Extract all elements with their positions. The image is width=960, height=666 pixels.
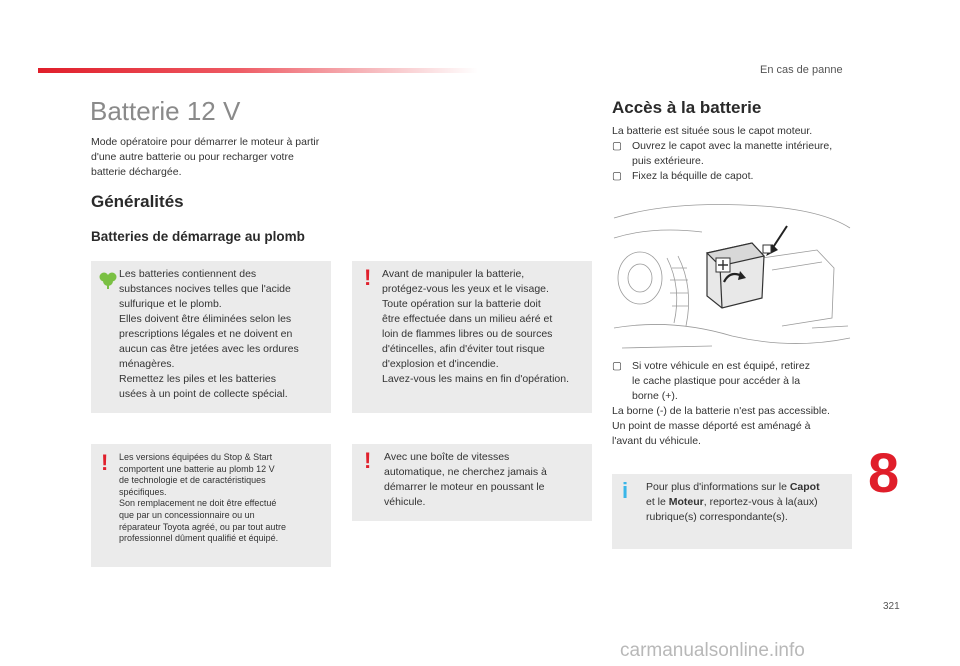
info-text <box>646 480 820 525</box>
text-line: usées à un point de collecte spécial. <box>119 388 288 400</box>
acces-notes <box>612 404 830 449</box>
section-label: En cas de panne <box>760 64 843 76</box>
text-line: Remettez les piles et les batteries <box>119 373 276 385</box>
text-line: prescriptions légales et ne doivent en <box>119 328 293 340</box>
text-line: Son remplacement ne doit être effectué <box>119 498 277 509</box>
text-line: Les versions équipées du Stop & Start <box>119 452 273 462</box>
text-line: d'étincelles, afin d'éviter tout risque <box>382 343 545 355</box>
chapter-number: 8 <box>868 441 900 504</box>
text-line: aucun cas être jetées avec les ordures <box>119 343 299 355</box>
text-line: ménagères. <box>119 358 175 370</box>
top-accent-bar <box>38 68 478 73</box>
handling-warning-text <box>382 267 569 387</box>
bullet-icon: ▢ <box>612 360 622 372</box>
text-line: être effectuée dans un milieu aéré et <box>382 313 553 325</box>
leaf-icon <box>99 271 117 289</box>
text-line: substances nocives telles que l'acide <box>119 283 291 295</box>
capot-keyword: Capot <box>789 481 820 493</box>
text-line: puis extérieure. <box>632 155 704 167</box>
text-line: borne (+). <box>632 390 678 402</box>
text-line: protégez-vous les yeux et le visage. <box>382 283 549 295</box>
acces-step-3 <box>612 359 810 404</box>
text-line: La borne (-) de la batterie n'est pas accessible. <box>612 405 830 417</box>
handling-warning-box <box>352 261 592 413</box>
text-line: Un point de masse déporté est aménagé à <box>612 420 811 432</box>
bullet-icon: ▢ <box>612 170 622 182</box>
warning-icon: ! <box>364 265 372 290</box>
info-box <box>612 474 852 549</box>
text-line: Avant de manipuler la batterie, <box>382 268 525 280</box>
warning-icon: ! <box>101 450 109 475</box>
stopstart-warning-box <box>91 444 331 567</box>
text-line: comportent une batterie au plomb 12 V <box>119 463 275 474</box>
text-line: que par un concessionnaire ou un <box>119 509 255 520</box>
text-line: Toute opération sur la batterie doit <box>382 298 541 310</box>
environment-box <box>91 261 331 413</box>
text-line: réparateur Toyota agréé, ou par tout autre <box>119 521 286 532</box>
acces-step-2 <box>612 169 753 184</box>
generalites-heading: Généralités <box>91 192 184 211</box>
text-line: Lavez-vous les mains en fin d'opération. <box>382 373 570 385</box>
text-line: , reportez-vous à la(aux) <box>703 496 818 508</box>
text-line: spécifiques. <box>119 486 167 497</box>
text-line: Pour plus d'informations sur le <box>646 481 790 493</box>
watermark: carmanualsonline.info <box>620 640 805 661</box>
page-number: 321 <box>883 601 900 612</box>
environment-text <box>119 267 299 402</box>
text-line: d'explosion et d'incendie. <box>382 358 499 370</box>
acces-heading: Accès à la batterie <box>612 98 762 117</box>
text-line: Les batteries contiennent des <box>119 268 257 280</box>
text-line: véhicule. <box>384 496 426 508</box>
text-line: de technologie et de caractéristiques <box>119 475 266 486</box>
info-icon: i <box>622 478 629 503</box>
text-line: le cache plastique pour accéder à la <box>632 375 801 387</box>
text-line: Avec une boîte de vitesses <box>384 451 510 463</box>
text-line: automatique, ne cherchez jamais à <box>384 466 547 478</box>
text-line: l'avant du véhicule. <box>612 435 701 447</box>
text-line: loin de flammes libres ou de sources <box>382 328 553 340</box>
intro-paragraph: Mode opératoire pour démarrer le moteur à partir d'une autre batterie ou pour recharger votre batterie déchargée. <box>91 136 320 178</box>
moteur-keyword: Moteur <box>668 496 704 508</box>
acces-step-1 <box>612 139 832 169</box>
batteries-subheading: Batteries de démarrage au plomb <box>91 229 305 244</box>
text-line: sulfurique et le plomb. <box>119 298 222 310</box>
text-line: démarrer le moteur en poussant le <box>384 481 545 493</box>
text-line: et le <box>646 496 669 508</box>
gearbox-warning-text <box>384 450 547 510</box>
stopstart-warning-text <box>119 452 286 545</box>
text-line: rubrique(s) correspondante(s). <box>646 511 788 523</box>
text-line: Elles doivent être éliminées selon les <box>119 313 292 325</box>
page-title: Batterie 12 V <box>90 96 241 126</box>
text-line: Fixez la béquille de capot. <box>632 170 754 182</box>
warning-icon: ! <box>364 448 372 473</box>
bullet-icon: ▢ <box>612 140 622 152</box>
gearbox-warning-box <box>352 444 592 521</box>
acces-intro: La batterie est située sous le capot moteur. <box>612 125 813 137</box>
text-line: Ouvrez le capot avec la manette intérieure, <box>632 140 833 152</box>
engine-battery-illustration <box>612 198 852 356</box>
text-line: Si votre véhicule en est équipé, retirez <box>632 360 811 372</box>
text-line: professionnel dûment qualifié et équipé. <box>119 533 279 544</box>
